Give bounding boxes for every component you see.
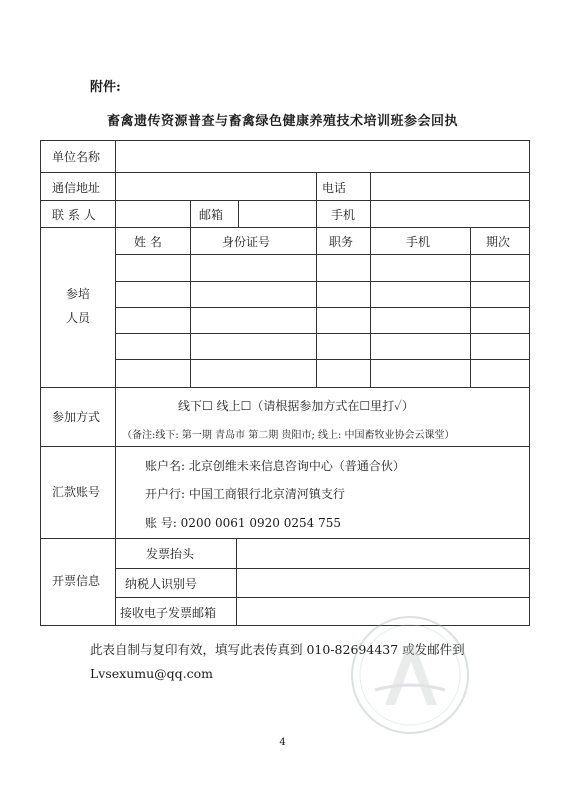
mobile-label: 手机 — [331, 208, 356, 222]
column-mobile: 手机 — [406, 235, 431, 249]
bank-name: 开户行: 中国工商银行北京清河镇支行 — [145, 487, 345, 501]
account-name: 账户名: 北京创维未来信息咨询中心（普通合伙） — [145, 459, 405, 473]
association-logo-watermark — [345, 610, 475, 740]
participation-note: （备注:线下: 第一期 青岛市 第二期 贵阳市; 线上: 中国畜牧业协会云课堂） — [122, 430, 455, 441]
invoice-email-label: 接收电子发票邮箱 — [120, 606, 217, 620]
footer-instructions: 此表自制与复印有效，填写此表传真到 010-82694437 或发邮件到 — [90, 642, 465, 657]
unit-name-label: 单位名称 — [52, 150, 101, 164]
invoice-title-label: 发票抬头 — [146, 547, 195, 561]
form-title: 畜禽遗传资源普查与畜禽绿色健康养殖技术培训班参会回执 — [106, 114, 458, 129]
address-label: 通信地址 — [52, 181, 101, 195]
attachment-label: 附件: — [90, 80, 121, 95]
phone-label: 电话 — [322, 181, 347, 195]
footer-email: Lvsexumu@qq.com — [90, 666, 214, 681]
participation-options: 线下☐ 线上☐（请根据参加方式在☐里打✓） — [178, 399, 414, 413]
invoice-label: 开票信息 — [52, 574, 101, 588]
page-number: 4 — [279, 737, 286, 748]
email-label: 邮箱 — [199, 208, 224, 222]
column-name: 姓 名 — [134, 235, 162, 249]
column-id-number: 身份证号 — [222, 235, 271, 249]
column-position: 职务 — [329, 235, 354, 249]
remit-label: 汇款账号 — [52, 485, 101, 499]
contact-label: 联 系 人 — [52, 208, 96, 222]
participation-label: 参加方式 — [52, 410, 101, 424]
account-number: 账 号: 0200 0061 0920 0254 755 — [145, 516, 341, 530]
participants-label-1: 参培 — [66, 287, 91, 301]
participants-label-2: 人员 — [66, 311, 91, 325]
column-session: 期次 — [486, 235, 511, 249]
taxpayer-id-label: 纳税人识别号 — [125, 577, 198, 591]
